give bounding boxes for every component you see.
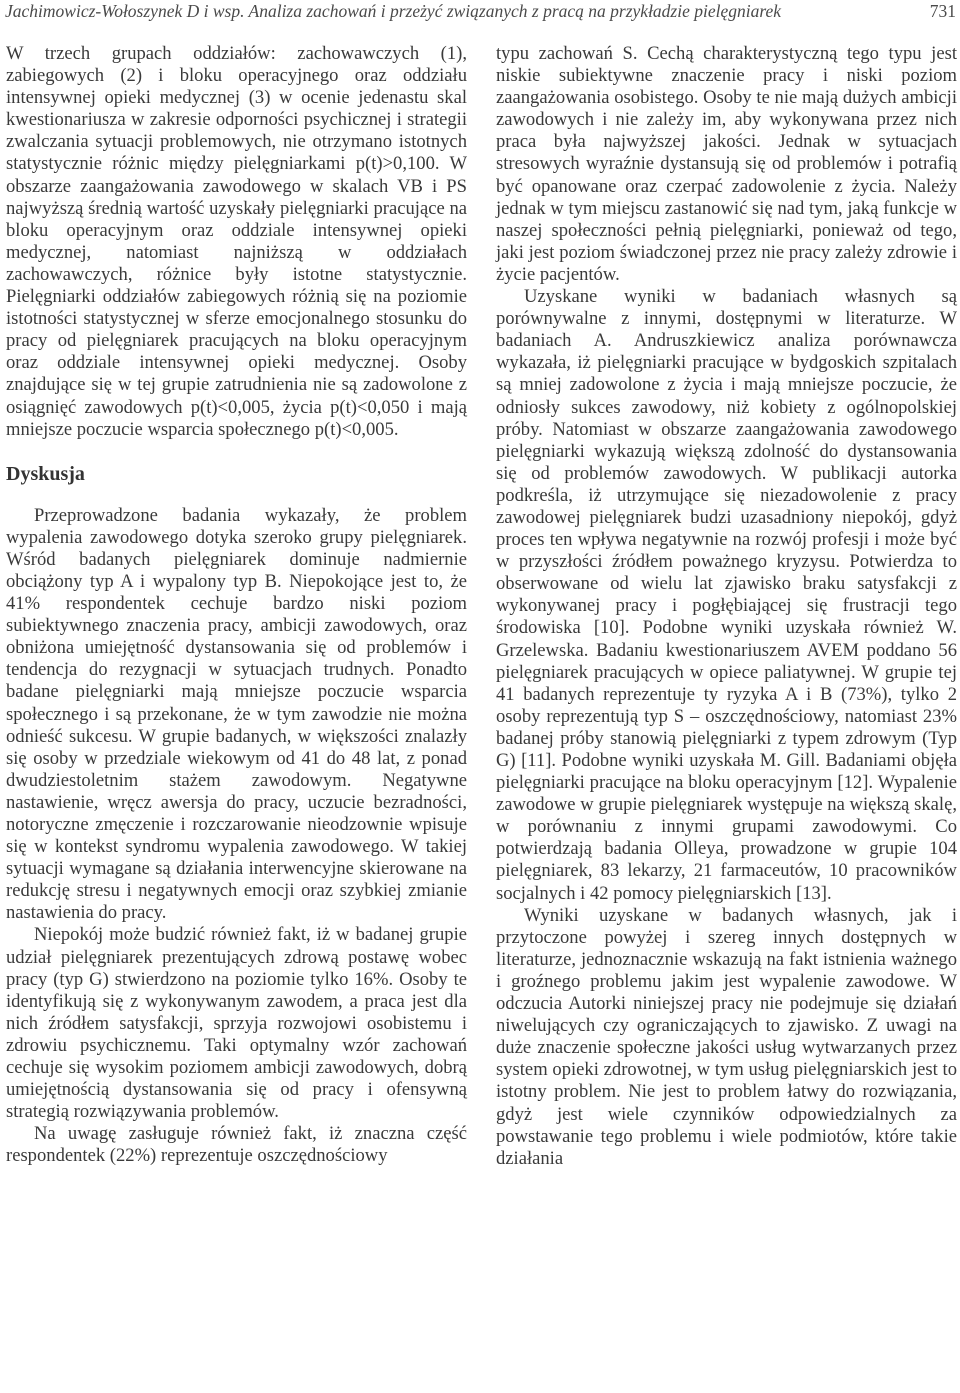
- left-column: [6, 43, 467, 1168]
- running-title: Jachimowicz-Wołoszynek D i wsp. Analiza zachowań i przeżyć związanych z pracą na przykładzie pielęgniarek: [5, 1, 782, 21]
- page-number: 731: [929, 1, 956, 21]
- results-paragraph: W trzech grupach oddziałów: zachowawczych (1), zabiegowych (2) i bloku operacyjnego oraz oddziału intensywnej opieki medycznej (3) w ocenie jedenastu skal kwestionariusza w zakresie odporności psychicznej i strategii zwalczania sytuacji problemowych, nie otrzymano istotnych statystycznie różnic między pielęgniarkami p(t)>0,100. W obszarze zaangażowania zawodowego w skalach VB i PS najwyższą średnią wartość uzyskały pielęgniarki pracujące na bloku operacyjnym oraz oddziale intensywnej opieki medycznej, natomiast najniższą w oddziałach zachowawczych, różnice były istotne statystycznie. Pielęgniarki oddziałów zabiegowych różnią się na poziomie istotności statystycznej w sferze emocjonalnego stosunku do pracy od pielęgniarek pracujących na bloku operacyjnym oraz oddziale intensywnej opieki medycznej. Osoby znajdujące się w tej grupie zatrudnienia nie są zadowolone z osiągnięć zawodowych p(t)<0,005, życia p(t)<0,050 i mają mniejsze poczucie wsparcia społecznego p(t)<0,005.: [6, 43, 467, 440]
- right-column: [496, 43, 957, 1170]
- discussion-paragraph-3: Na uwagę zasługuje również fakt, iż znaczna część respondentek (22%) reprezentuje oszczędnościowy: [6, 1123, 467, 1167]
- discussion-paragraph-2: Niepokój może budzić również fakt, iż w badanej grupie udział pielęgniarek prezentujących zdrową postawę wobec pracy (typ G) stwierdzono na poziomie tylko 16%. Osoby te identyfikują się z wykonywanym zawodem, a praca jest dla nich źródłem satysfakcji, sprzyja rozwojowi osobistemu i zdrowiu psychicznemu. Taki optymalny wzór zachowań cechuje się wysokim poziomem ambicji zawodowych, dobrą umiejętnością dystansowania się od pracy i ofensywną strategią rozwiązywania problemów.: [6, 924, 467, 1123]
- section-heading-discussion: Dyskusja: [6, 462, 85, 485]
- discussion-paragraph-1: Przeprowadzone badania wykazały, że problem wypalenia zawodowego dotyka szeroko grupy pielęgniarek. Wśród badanych pielęgniarek dominuje nadmiernie obciążony typ A i wypalony typ B. Niepokojące jest to, że 41% respondentek cechuje bardzo niski poziom subiektywnego znaczenia pracy, ambicji zawodowych, oraz obniżona umiejętność dystansowania się od problemów i tendencja do rezygnacji w sytuacjach trudnych. Ponadto badane pielęgniarki mają mniejsze poczucie wsparcia społecznego i są przekonane, że w tym zawodzie nie można odnieść sukcesu. W grupie badanych, w większości znalazły się osoby w przedziale wiekowym od 41 do 48 lat, z ponad dwudziestoletnim stażem zawodowym. Negatywne nastawienie, wręcz awersja do pracy, uczucie bezradności, notoryczne zmęczenie i rozczarowanie nieodzownie wpisuje się w kontekst syndromu wypalenia zawodowego. W takiej sytuacji wymagane są działania interwencyjne skierowane na redukcję stresu i negatywnych emocji oraz szybkiej zmianie nastawienia do pracy.: [6, 504, 467, 924]
- running-header: [5, 0, 956, 22]
- right-paragraph-1: typu zachowań S. Cechą charakterystyczną tego typu jest niskie subiektywne znaczenie pracy i niski poziom zaangażowania osobistego. Osoby te nie mają dużych ambicji zawodowych i nie zależy im, aby wykonywana przez nich praca była najwyższej jakości. Jednak w sytuacjach stresowych wyraźnie dystansują się od problemów i potrafią być opanowane oraz czerpać zadowolenie z życia. Należy jednak w tym miejscu zastanowić się nad tym, jaką funkcje w naszej społeczności pełnią pielęgniarki, ponieważ od tego, jaki jest poziom świadczonej przez nie pracy zależy zdrowie i życie pacjentów.: [496, 43, 957, 285]
- right-paragraph-2: Uzyskane wyniki w badaniach własnych są porównywalne z innymi, dostępnymi w literaturze. W badaniach A. Andruszkiewicz analiza porównawcza wykazała, iż pielęgniarki pracujące w bydgoskich szpitalach są mniej zadowolone z życia i mają mniejsze poczucie, że odniosły sukces zawodowy, niż kobiety z ogólnopolskiej próby. Natomiast w obszarze zaangażowania zawodowego pielęgniarki wykazują większą zdolność do dystansowania się od problemów zawodowych. W publikacji autorka podkreśla, iż utrzymujące się niezadowolenie z pracy zawodowej pielęgniarek budzi uzasadniony niepokój, gdyż proces ten wpływa negatywnie na rozwój profesji i może być w przyszłości źródłem poważnego kryzysu. Potwierdza to obserwowane od wielu lat zjawisko braku satysfakcji z wykonywanej pracy i pogłębiającej się frustracji tego środowiska [10]. Podobne wyniki uzyskała również W. Grzelewska. Badaniu kwestionariuszem AVEM poddano 56 pielęgniarek pracujących w opiece paliatywnej. W grupie tej 41 badanych reprezentuje ty ryzyka A i B (73%), tylko 2 osoby reprezentują typ S – oszczędnościowy, natomiast 23% badanej próby stanowią pielęgniarki z typem zdrowym (Typ G) [11]. Podobne wyniki uzyskała M. Gill. Badaniami objęła pielęgniarki pracujące na bloku operacyjnym [12]. Wypalenie zawodowe w grupie pielęgniarek występuje na większą skalę, w porównaniu z innymi grupami zawodowymi. Co potwierdzają badania Olleya, prowadzone w grupie 104 pielęgniarek, 83 lekarzy, 21 farmaceutów, 10 pracowników socjalnych i 42 pomocy pielęgniarskich [13].: [496, 286, 958, 904]
- right-paragraph-3: Wyniki uzyskane w badanych własnych, jak i przytoczone powyżej i szereg innych dostępnych w literaturze, jednoznacznie wskazują na fakt istnienia ważnego i groźnego problemu jakim jest wypalenie zawodowe. W odczucia Autorki niniejszej pracy nie podejmuje się działań niwelujących czy ograniczających to zjawisko. Z uwagi na duże znaczenie społeczne jakości usług wytwarzanych przez system opieki zdrowotnej, w tym usług pielęgniarskich jest to istotny problem. Nie jest to problem łatwy do rozwiązania, gdyż jest wiele czynników odpowiedzialnych za powstawanie tego problemu i wiele podmiotów, które takie działania: [496, 904, 957, 1169]
